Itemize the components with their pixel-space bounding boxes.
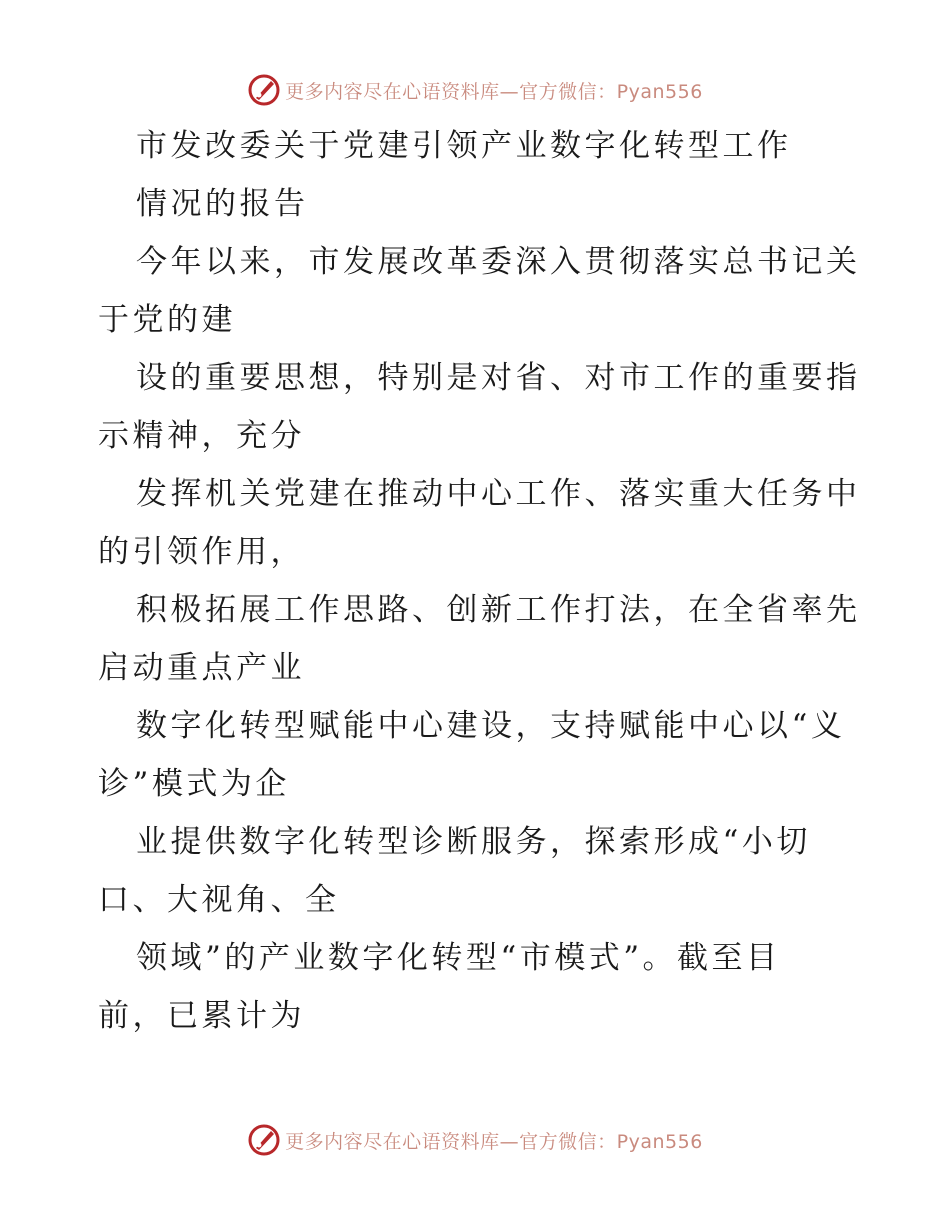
paragraph-line: 于党的建 <box>98 302 236 338</box>
paragraph-line: 业提供数字化转型诊断服务，探索形成“小切 <box>136 824 811 860</box>
footer-watermark <box>0 1120 950 1160</box>
paragraph-line: 的引领作用， <box>98 534 305 570</box>
watermark-text: 更多内容尽在心语资料库—官方微信：Pyan556 <box>285 1130 703 1153</box>
paragraph-line: 领域”的产业数字化转型“市模式”。截至目 <box>136 940 781 976</box>
paragraph-line: 示精神，充分 <box>98 418 305 454</box>
paragraph-line: 口、大视角、全 <box>98 882 340 918</box>
header-watermark <box>0 70 950 110</box>
paragraph-line: 今年以来，市发展改革委深入贯彻落实总书记关 <box>136 244 861 280</box>
paragraph-line: 启动重点产业 <box>98 650 305 686</box>
watermark-text: 更多内容尽在心语资料库—官方微信：Pyan556 <box>285 80 703 103</box>
paragraph-line: 积极拓展工作思路、创新工作打法，在全省率先 <box>136 592 861 628</box>
quill-logo-icon <box>247 73 281 107</box>
paragraph-line: 发挥机关党建在推动中心工作、落实重大任务中 <box>136 476 861 512</box>
document-title-line-2: 情况的报告 <box>136 186 309 222</box>
paragraph-line: 前，已累计为 <box>98 998 305 1034</box>
paragraph-line: 诊”模式为企 <box>98 766 290 802</box>
paragraph-line: 设的重要思想，特别是对省、对市工作的重要指 <box>136 360 861 396</box>
quill-logo-icon <box>247 1123 281 1157</box>
paragraph-line: 数字化转型赋能中心建设，支持赋能中心以“义 <box>136 708 846 744</box>
document-title-line-1: 市发改委关于党建引领产业数字化转型工作 <box>136 128 792 164</box>
